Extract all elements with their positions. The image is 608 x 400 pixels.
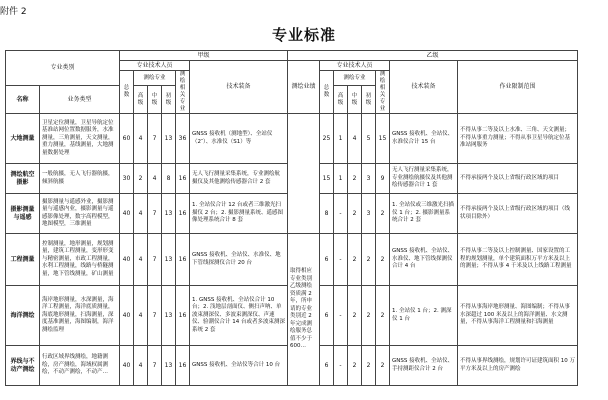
b-senior: - xyxy=(334,286,348,346)
a-junior: 13 xyxy=(162,114,176,164)
a-senior: 4 xyxy=(134,286,148,346)
a-total: 30 xyxy=(120,164,134,194)
b-senior: - xyxy=(334,194,348,234)
b-total: 6 xyxy=(320,346,334,386)
b-related: 2 xyxy=(376,234,390,286)
a-total: 40 xyxy=(120,346,134,386)
b-related: 2 xyxy=(376,346,390,386)
a-related: 16 xyxy=(176,164,190,194)
business-type: 摄影测量与遥感外业，摄影测量与遥感内业，摄影测量与遥感影像处理，数字高程模型，地图模型，三维测量 xyxy=(40,194,120,234)
a-senior: 4 xyxy=(134,346,148,386)
scope: 不得承接两个及以上省级行政区域的项目（线状项目除外） xyxy=(458,194,578,234)
standards-table xyxy=(5,50,578,386)
b-mid: 2 xyxy=(348,286,362,346)
header-b-junior: 初级 xyxy=(362,86,376,114)
a-senior: 4 xyxy=(134,194,148,234)
header-b-related: 测绘相关专业 xyxy=(376,71,390,114)
a-equipment: GNSS 接收机、全站仪等合计 10 台 xyxy=(190,346,288,386)
a-total: 60 xyxy=(120,114,134,164)
a-junior: 13 xyxy=(162,194,176,234)
b-total: 6 xyxy=(320,286,334,346)
b-junior: 3 xyxy=(362,164,376,194)
category-name: 测绘航空摄影 xyxy=(6,164,40,194)
a-equipment: GNSS 接收机（测地型）、全站仪（2″）、水准仪（S1）等 xyxy=(190,114,288,164)
header-a-mid: 中级 xyxy=(148,86,162,114)
a-equipment: GNSS 接收机、全站仪、水准仪、地下管线探测仪合计 20 台 xyxy=(190,234,288,286)
category-name: 摄影测量与遥感 xyxy=(6,194,40,234)
header-b-senior: 高级 xyxy=(334,86,348,114)
a-mid: 4 xyxy=(148,164,162,194)
b-related: 15 xyxy=(376,114,390,164)
attachment-label: 附件 2 xyxy=(0,7,27,17)
a-junior: 13 xyxy=(162,286,176,346)
performance-cell xyxy=(288,114,320,234)
header-a-survey-major: 测绘专业 xyxy=(134,71,176,86)
a-junior: 13 xyxy=(162,234,176,286)
header-a-related: 测绘相关专业 xyxy=(176,71,190,114)
scope: 不得承接两个及以上省级行政区域的项目 xyxy=(458,164,578,194)
header-a-equipment: 技术装备 xyxy=(190,61,288,114)
b-equipment: GNSS 接收机、全站仪、手持测距仪合计 2 台 xyxy=(390,346,458,386)
b-junior: 5 xyxy=(362,114,376,164)
a-equipment: 1. 全站仪合计 12 台或者三维激光扫描仪 2 台；2. 摄影测量系统、遥感图像处理系统合计 8 套 xyxy=(190,194,288,234)
a-total: 40 xyxy=(120,194,134,234)
a-related: 16 xyxy=(176,346,190,386)
a-related: 36 xyxy=(176,114,190,164)
a-equipment: 1. GNSS 接收机、全站仪合计 10 台；2. 浅地层剖面仪、侧扫声呐、单波束测深仪、多波束测深仪、声速仪、验潮仪合计 14 台或者多波束测深系统 2 套 xyxy=(190,286,288,346)
b-mid: 2 xyxy=(348,346,362,386)
b-junior: 2 xyxy=(362,234,376,286)
header-name: 名称 xyxy=(6,86,40,114)
b-total: 25 xyxy=(320,114,334,164)
b-mid: 2 xyxy=(348,194,362,234)
business-type: 卫星定位测量，卫星导航定位基准站网位置数据服务，水准测量，三角测量，天文测量，重力测量，基线测量，大地测量数据处理 xyxy=(40,114,120,164)
b-junior: 3 xyxy=(362,194,376,234)
a-mid: 7 xyxy=(148,194,162,234)
scope: 不得从事界线测绘，规划许可证建筑面积 10 万平方米及以上的房产测绘 xyxy=(458,346,578,386)
a-total: 40 xyxy=(120,286,134,346)
header-performance: 测绘业绩 xyxy=(288,61,320,114)
table-row xyxy=(6,114,578,164)
header-b-survey-major: 测绘专业 xyxy=(334,71,376,86)
b-mid: 2 xyxy=(348,234,362,286)
a-junior: 13 xyxy=(162,346,176,386)
a-related: 16 xyxy=(176,194,190,234)
b-mid: 2 xyxy=(348,164,362,194)
header-b-tech-staff: 专业技术人员 xyxy=(320,61,390,71)
b-total: 8 xyxy=(320,194,334,234)
scope: 不得从事海岸地形测量、海图编制；不得从事水深超过 100 米及以上的海洋测量、水文测量，不得从事海洋工程测量和扫海测量 xyxy=(458,286,578,346)
b-equipment: GNSS 接收机、全站仪、水准仪合计 15 台 xyxy=(390,114,458,164)
a-mid: 7 xyxy=(148,286,162,346)
b-junior: 2 xyxy=(362,346,376,386)
a-mid: 7 xyxy=(148,234,162,286)
a-senior: 2 xyxy=(134,164,148,194)
a-senior: 4 xyxy=(134,114,148,164)
b-junior: 2 xyxy=(362,286,376,346)
header-scope: 作业限制范围 xyxy=(458,61,578,114)
table-row xyxy=(6,234,578,286)
b-total: 6 xyxy=(320,234,334,286)
a-mid: 7 xyxy=(148,346,162,386)
b-equipment: GNSS 接收机、全站仪、水准仪、地下管线探测仪合计 4 台 xyxy=(390,234,458,286)
category-name: 海洋测绘 xyxy=(6,286,40,346)
header-a-junior: 初级 xyxy=(162,86,176,114)
page-title: 专业标准 xyxy=(271,26,336,44)
b-mid: 4 xyxy=(348,114,362,164)
header-business-type: 业务类型 xyxy=(40,86,120,114)
scope: 不得从事二等及以上水准、三角、天文测量；不得从事重力测量；不得从事卫星导航定位基准站网服务 xyxy=(458,114,578,164)
a-junior: 8 xyxy=(162,164,176,194)
category-name: 大地测量 xyxy=(6,114,40,164)
a-mid: 7 xyxy=(148,114,162,164)
business-type: 行政区域界线测绘，地籍测绘，房产测绘，海域权属测绘，不动产测绘，不动产… xyxy=(40,346,120,386)
header-b-total: 总数 xyxy=(320,71,334,114)
header-a-total: 总数 xyxy=(120,71,134,114)
b-related: 2 xyxy=(376,286,390,346)
b-senior: - xyxy=(334,234,348,286)
a-senior: 4 xyxy=(134,234,148,286)
header-grade-a: 甲级 xyxy=(120,51,288,61)
header-a-senior: 高级 xyxy=(134,86,148,114)
category-name: 界线与不动产测绘 xyxy=(6,346,40,386)
b-related: 9 xyxy=(376,164,390,194)
b-senior: 1 xyxy=(334,114,348,164)
b-senior: - xyxy=(334,346,348,386)
header-b-equipment: 技术装备 xyxy=(390,61,458,114)
performance-cell: 取得相应专业类别乙级测绘资质满 2 年，所申请的专业类别近 2 年完成测绘服务总值不少于 600… xyxy=(288,234,320,386)
header-grade-b: 乙级 xyxy=(288,51,578,61)
header-b-mid: 中级 xyxy=(348,86,362,114)
b-total: 15 xyxy=(320,164,334,194)
business-type: 一般航摄，无人飞行器航摄，倾斜航摄 xyxy=(40,164,120,194)
header-a-tech-staff: 专业技术人员 xyxy=(120,61,190,71)
header-category: 专业类别 xyxy=(6,51,120,86)
b-senior: 1 xyxy=(334,164,348,194)
b-equipment: 1. 全站仪或三维激光扫描仪 1 台；2. 摄影测量系统合计 2 套 xyxy=(390,194,458,234)
a-total: 40 xyxy=(120,234,134,286)
a-equipment: 无人飞行测量采集系统，专业测绘航摄仪及其他测绘传感器合计 2 套 xyxy=(190,164,288,194)
category-name: 工程测量 xyxy=(6,234,40,286)
business-type: 控制测量，地形测量，规划测量，建筑工程测量，变形形变与精密测量，市政工程测量，水利工程测量，线路与桥隧测量，地下管线测量，矿山测量 xyxy=(40,234,120,286)
scope: 不得从事二等及以上控制测量、国家设置的工程的规划测量，单个建筑面积万平方米及以上的测量；不得从事 4 千米及以上线路工程测量 xyxy=(458,234,578,286)
a-related: 16 xyxy=(176,286,190,346)
a-related: 16 xyxy=(176,234,190,286)
b-related: 2 xyxy=(376,194,390,234)
b-equipment: 1. 全站仪 1 台；2. 测深仪 1 台 xyxy=(390,286,458,346)
b-equipment: 无人飞行测量采集系统，专业测绘航摄仪及其他测绘传感器合计 1 套 xyxy=(390,164,458,194)
business-type: 海岸地形测量，水深测量，海洋工程测量，海洋底质测量，海底地形测量，扫海测量，深度基准测量，海图编制，海洋测绘监理 xyxy=(40,286,120,346)
